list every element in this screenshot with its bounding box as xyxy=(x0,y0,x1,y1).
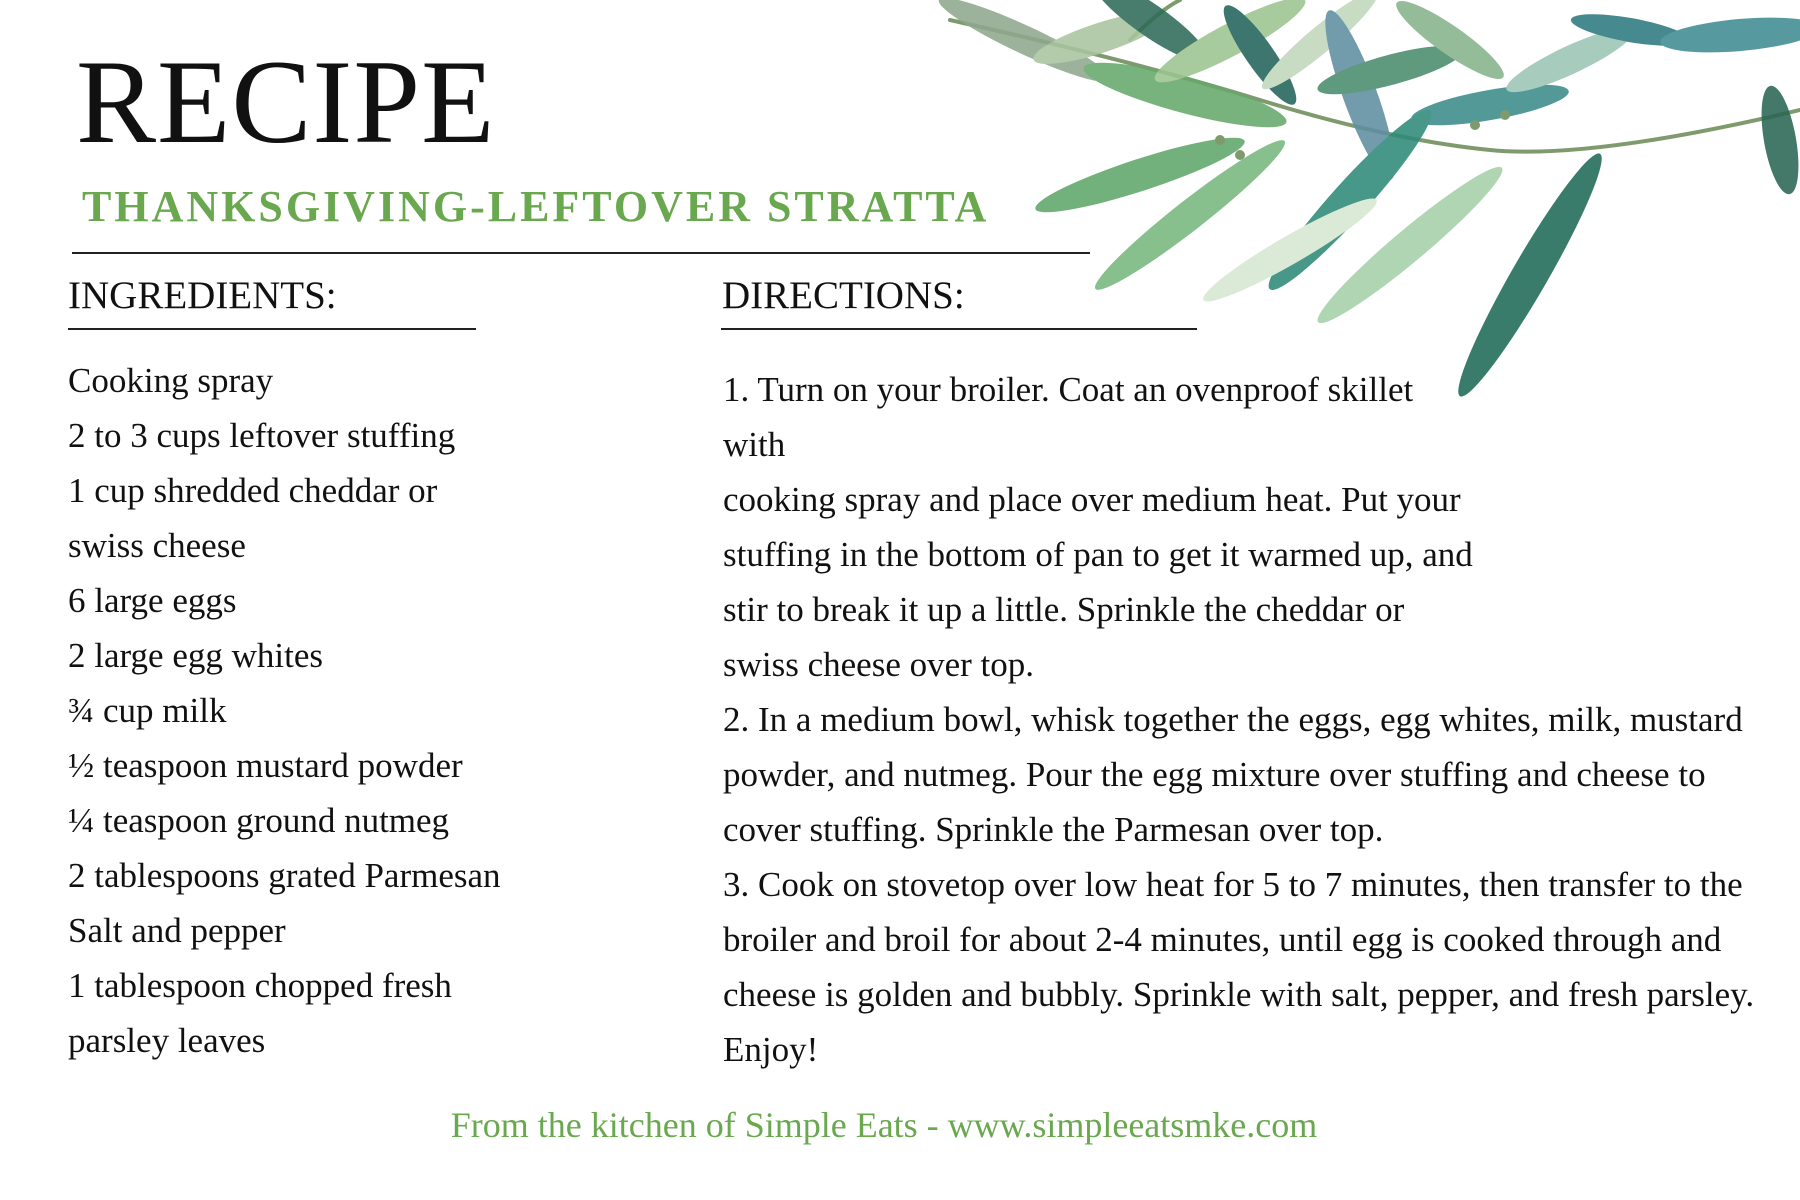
direction-step: 3. Cook on stovetop over low heat for 5 to 7 minutes, then transfer to the broiler and broil for about 2-4 minutes, until egg is cooked through and cheese is golden and bubbly. Sprinkle with salt, pepper, and fresh parsley. Enjoy! xyxy=(723,865,1755,1069)
page-title: RECIPE xyxy=(76,35,496,168)
ingredient-item: 1 cup shredded cheddar or swiss cheese xyxy=(68,471,438,565)
directions-heading: DIRECTIONS: xyxy=(722,274,965,317)
ingredients-list xyxy=(68,353,608,1068)
direction-step-line: 1. Turn on your broiler. Coat an ovenproof skillet with xyxy=(723,370,1414,464)
direction-step xyxy=(723,362,1783,692)
ingredient-item: 2 large egg whites xyxy=(68,636,323,675)
direction-step: 2. In a medium bowl, whisk together the eggs, egg whites, milk, mustard powder, and nutmeg. Pour the egg mixture over stuffing and cheese to cover stuffing. Sprinkle the Parmesan over top. xyxy=(723,700,1743,849)
directions-list xyxy=(723,362,1783,1077)
leaf-branch-decoration-icon xyxy=(930,0,1800,400)
direction-step-line: cooking spray and place over medium heat. Put your stuffing in the bottom of pan to get it warmed up, and stir to break it up a little. Sprinkle the cheddar or swiss cheese over top. xyxy=(723,480,1473,684)
ingredient-item: ½ teaspoon mustard powder xyxy=(68,746,463,785)
directions-divider xyxy=(721,328,1197,330)
recipe-name: THANKSGIVING-LEFTOVER STRATTA xyxy=(82,182,990,231)
footer-credit: From the kitchen of Simple Eats - www.simpleeatsmke.com xyxy=(450,1105,1318,1145)
ingredient-item: Cooking spray xyxy=(68,361,274,400)
title-divider xyxy=(72,252,1090,254)
ingredient-item: Salt and pepper xyxy=(68,911,286,950)
ingredient-item: ¾ cup milk xyxy=(68,691,227,730)
ingredient-item: ¼ teaspoon ground nutmeg xyxy=(68,801,450,840)
ingredients-heading: INGREDIENTS: xyxy=(68,274,337,317)
ingredient-item: 1 tablespoon chopped fresh parsley leaves xyxy=(68,966,452,1060)
ingredients-divider xyxy=(68,328,476,330)
ingredient-item: 2 tablespoons grated Parmesan xyxy=(68,856,501,895)
ingredient-item: 2 to 3 cups leftover stuffing xyxy=(68,416,456,455)
ingredient-item: 6 large eggs xyxy=(68,581,237,620)
